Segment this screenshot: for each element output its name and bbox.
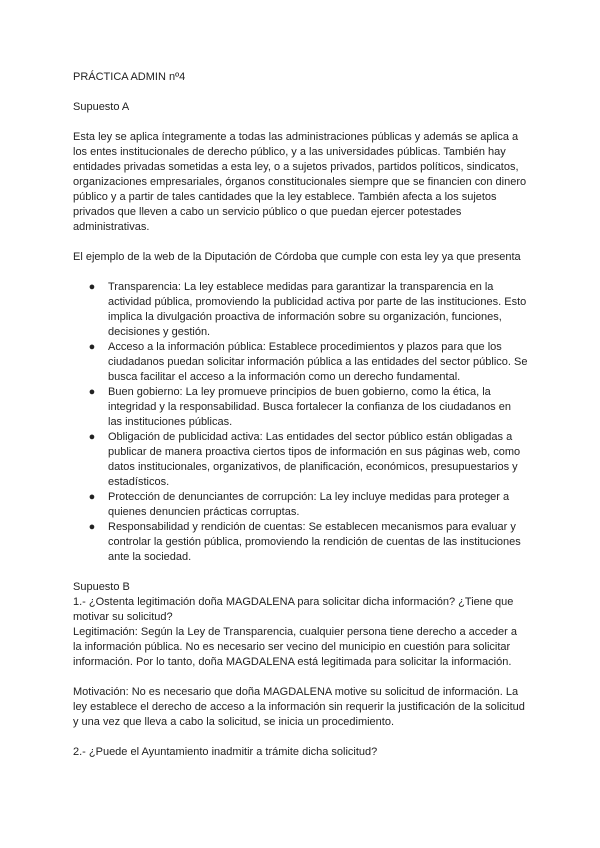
motivacion-paragraph: Motivación: No es necesario que doña MAGDALENA motive su solicitud de información. La ley establece el derecho de acceso a la información sin requerir la justificación de la solicitud y una vez que lleva a cabo la solicitud, se inicia un procedimiento. bbox=[73, 686, 525, 728]
supuesto-b-heading: Supuesto B bbox=[73, 581, 130, 593]
list-item bbox=[73, 430, 528, 490]
list-item bbox=[73, 490, 528, 520]
supuesto-a-example: El ejemplo de la web de la Diputación de Córdoba que cumple con esta ley ya que presenta bbox=[73, 251, 521, 263]
document-title: PRÁCTICA ADMIN nº4 bbox=[73, 71, 186, 83]
supuesto-a-heading: Supuesto A bbox=[73, 101, 130, 113]
list-item bbox=[73, 520, 528, 565]
list-item bbox=[73, 280, 528, 340]
supuesto-a-intro: Esta ley se aplica íntegramente a todas las administraciones públicas y además se aplica a los entes institucionales de derecho público, y a las universidades públicas. También hay entidades privadas sometidas a esta ley, o a sujetos privados, partidos políticos, sindicatos, organizaciones empresariales, órganos constitucionales siempre que se financien con dinero público y a partir de tales cantidades que la ley establece. También afecta a los sujetos privados que lleven a cabo un servicio público o que puedan ejercer potestades administrativas. bbox=[73, 131, 527, 233]
bullet-icon: ● bbox=[88, 386, 96, 398]
bullet-list bbox=[73, 280, 528, 565]
bullet-icon: ● bbox=[88, 341, 96, 353]
document-body bbox=[73, 70, 528, 760]
bullet-icon: ● bbox=[88, 521, 96, 533]
legitimacion-paragraph: Legitimación: Según la Ley de Transparencia, cualquier persona tiene derecho a acceder a la información pública. No es necesario ser vecino del municipio en cuestión para solicitar información. Por lo tanto, doña MAGDALENA está legitimada para solicitar la información. bbox=[73, 626, 517, 668]
list-item bbox=[73, 385, 528, 430]
bullet-icon: ● bbox=[88, 431, 96, 443]
list-item-text: Protección de denunciantes de corrupción: La ley incluye medidas para proteger a quienes denuncien prácticas corruptas. bbox=[108, 491, 510, 518]
bullet-icon: ● bbox=[88, 281, 96, 293]
list-item-text: Acceso a la información pública: Establece procedimientos y plazos para que los ciudadanos puedan solicitar información pública a las entidades del sector público. Se busca facilitar el acceso a la información como un derecho fundamental. bbox=[108, 341, 528, 383]
list-item-text: Obligación de publicidad activa: Las entidades del sector público están obligadas a publicar de manera proactiva ciertos tipos de información en sus páginas web, como datos institucionales, organizativos, de planificación, económicos, presupuestarios y estadísticos. bbox=[108, 431, 521, 488]
list-item-text: Buen gobierno: La ley promueve principios de buen gobierno, como la ética, la integridad y la responsabilidad. Busca fortalecer la confianza de los ciudadanos en las instituciones públicas. bbox=[108, 386, 511, 428]
list-item bbox=[73, 340, 528, 385]
list-item-text: Transparencia: La ley establece medidas para garantizar la transparencia en la actividad pública, promoviendo la publicidad activa por parte de las instituciones. Esto implica la divulgación proactiva de información sobre su organización, funciones, decisiones y gestión. bbox=[108, 281, 527, 338]
question-1: 1.- ¿Ostenta legitimación doña MAGDALENA para solicitar dicha información? ¿Tiene que motivar su solicitud? bbox=[73, 596, 514, 623]
list-item-text: Responsabilidad y rendición de cuentas: Se establecen mecanismos para evaluar y controlar la gestión pública, promoviendo la rendición de cuentas de las instituciones ante la sociedad. bbox=[108, 521, 521, 563]
bullet-icon: ● bbox=[88, 491, 96, 503]
question-2: 2.- ¿Puede el Ayuntamiento inadmitir a trámite dicha solicitud? bbox=[73, 746, 378, 758]
